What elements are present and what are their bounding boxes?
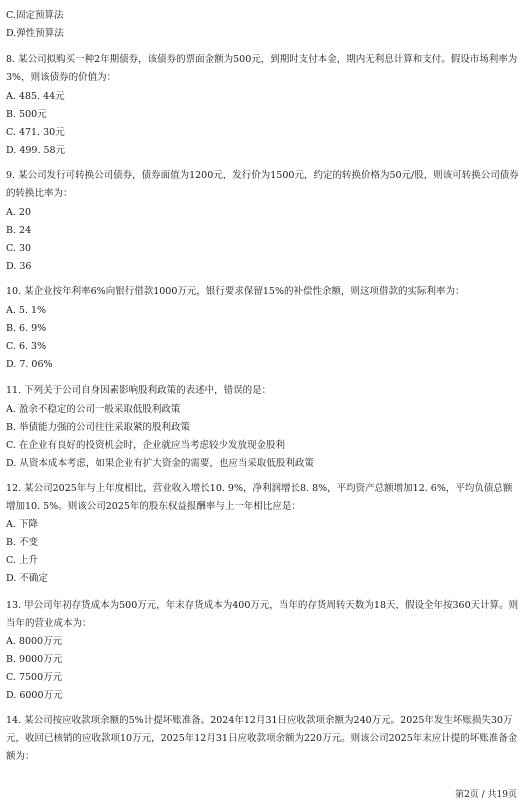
question-10-option-d: D. 7. 06% (6, 359, 53, 370)
question-10-option-b: B. 6. 9% (6, 323, 47, 334)
question-8-option-c: C. 471. 30元 (6, 127, 65, 138)
question-11-option-d: D. 从资本成本考虑，如果企业有扩大资金的需要，也应当采取低股利政策 (6, 458, 314, 469)
question-10-text: 10. 某企业按年利率6%向银行借款1000万元，银行要求保留15%的补偿性余额，则这项借款的实际利率为： (6, 286, 465, 297)
question-8-option-a: A. 485. 44元 (6, 91, 65, 102)
question-9-option-d: D. 36 (6, 261, 32, 272)
question-11-option-a: A. 盈余不稳定的公司一般采取低股利政策 (6, 404, 181, 415)
question-9-option-c: C. 30 (6, 243, 32, 254)
question-11-option-b: B. 举债能力强的公司往往采取紧的股利政策 (6, 422, 191, 433)
question-9-text: 9. 某公司发行可转换公司债券，债券面值为1200元，发行价为1500元，约定的转换价格为50元/股，则该可转换公司债券的转换比率为： (6, 170, 519, 199)
question-12-text: 12. 某公司2025年与上年度相比，营业收入增长10. 9%，净利润增长8. 8%，平均资产总额增加12. 6%，平均负债总额增加10. 5%。则该公司2025年的股东权益报酬率与上一年相比应是： (6, 483, 513, 512)
question-13-text: 13. 甲公司年初存货成本为500万元，年末存货成本为400万元，当年的存货周转天数为18天，假设全年按360天计算。则当年的营业成本为： (6, 600, 519, 629)
question-9-option-a: A. 20 (6, 207, 31, 218)
question-14-text: 14. 某公司按应收款项余额的5%计提坏账准备。2024年12月31日应收款项余额为240万元。2025年发生坏账损失30万元，收回已核销的应收款项10万元，2025年12月31日应收款项余额为220万元。则该公司2025年末应计提的坏账准备金额为： (6, 715, 518, 762)
question-11-option-c: C. 在企业有良好的投资机会时，企业就应当考虑较少发放现金股利 (6, 440, 285, 451)
question-8-option-d: D. 499. 58元 (6, 145, 66, 156)
question-12-option-a: A. 下降 (6, 519, 38, 530)
question-8-text: 8. 某公司拟购买一种2年期债券，该债券的票面金额为500元，到期时支付本金，期内无利息计算和支付。假设市场利率为3%，则该债券的价值为： (6, 54, 518, 83)
question-12-option-d: D. 不确定 (6, 573, 48, 584)
question-8-option-b: B. 500元 (6, 109, 47, 120)
option-d-prev: D.弹性预算法 (6, 28, 64, 39)
option-c-prev: C.固定预算法 (6, 10, 64, 21)
question-9-option-b: B. 24 (6, 225, 32, 236)
question-13-option-c: C. 7500万元 (6, 672, 63, 683)
page-number: 第2页 / 共19页 (455, 790, 517, 800)
question-11-text: 11. 下列关于公司自身因素影响股利政策的表述中，错误的是： (6, 385, 272, 396)
question-12-option-b: B. 不变 (6, 537, 39, 548)
question-13-option-a: A. 8000万元 (6, 636, 63, 647)
question-13-option-d: D. 6000万元 (6, 690, 63, 701)
question-10-option-c: C. 6. 3% (6, 341, 47, 352)
question-12-option-c: C. 上升 (6, 555, 38, 566)
question-13-option-b: B. 9000万元 (6, 654, 63, 665)
question-10-option-a: A. 5. 1% (6, 305, 47, 316)
